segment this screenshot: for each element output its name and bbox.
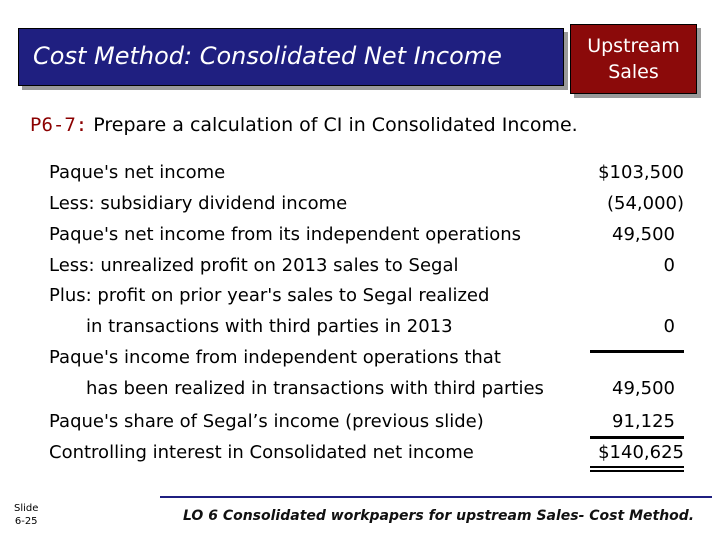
row-label-2: Less: subsidiary dividend income	[49, 193, 348, 214]
upstream-sales-tag	[570, 24, 697, 94]
problem-number: P6-7:	[30, 114, 88, 136]
page-title: Cost Method: Consolidated Net Income	[33, 42, 502, 70]
problem-text: Prepare a calculation of CI in Consolidated Income.	[93, 114, 578, 136]
row-label-3: Paque's net income from its independent operations	[49, 224, 522, 245]
subtotal-rule	[590, 350, 684, 353]
slide-page: 6-25	[14, 516, 38, 527]
row-label-6: in transactions with third parties in 2013	[86, 316, 453, 337]
row-label-9: Paque's share of Segal’s income (previous slide)	[49, 411, 484, 432]
row-label-8: has been realized in transactions with third parties	[86, 378, 544, 399]
row-value-10: $140,625	[598, 442, 684, 463]
total-rule-double-1	[590, 466, 684, 468]
total-rule-double-2	[590, 470, 684, 472]
row-label-1: Paque's net income	[49, 162, 226, 183]
row-value-3: 49,500	[612, 224, 675, 245]
row-value-6: 0	[663, 316, 675, 337]
row-label-7: Paque's income from independent operations that	[49, 347, 501, 368]
slide-label: Slide	[14, 503, 39, 514]
total-rule-top	[590, 436, 684, 439]
row-value-8: 49,500	[612, 378, 675, 399]
title-bar	[18, 28, 564, 86]
problem-statement	[30, 114, 578, 136]
row-label-4: Less: unrealized profit on 2013 sales to Segal	[49, 255, 459, 276]
row-value-1: $103,500	[598, 162, 684, 183]
tag-line-2: Sales	[608, 61, 659, 83]
slide-number	[14, 502, 38, 528]
row-label-10: Controlling interest in Consolidated net income	[49, 442, 474, 463]
footer-divider	[160, 496, 712, 498]
row-value-2: (54,000)	[606, 193, 684, 214]
row-label-5: Plus: profit on prior year's sales to Segal realized	[49, 285, 490, 306]
row-value-9: 91,125	[612, 411, 675, 432]
learning-objective-footer: LO 6 Consolidated workpapers for upstream Sales- Cost Method.	[183, 508, 695, 524]
tag-line-1: Upstream	[587, 35, 680, 57]
row-value-4: 0	[663, 255, 675, 276]
